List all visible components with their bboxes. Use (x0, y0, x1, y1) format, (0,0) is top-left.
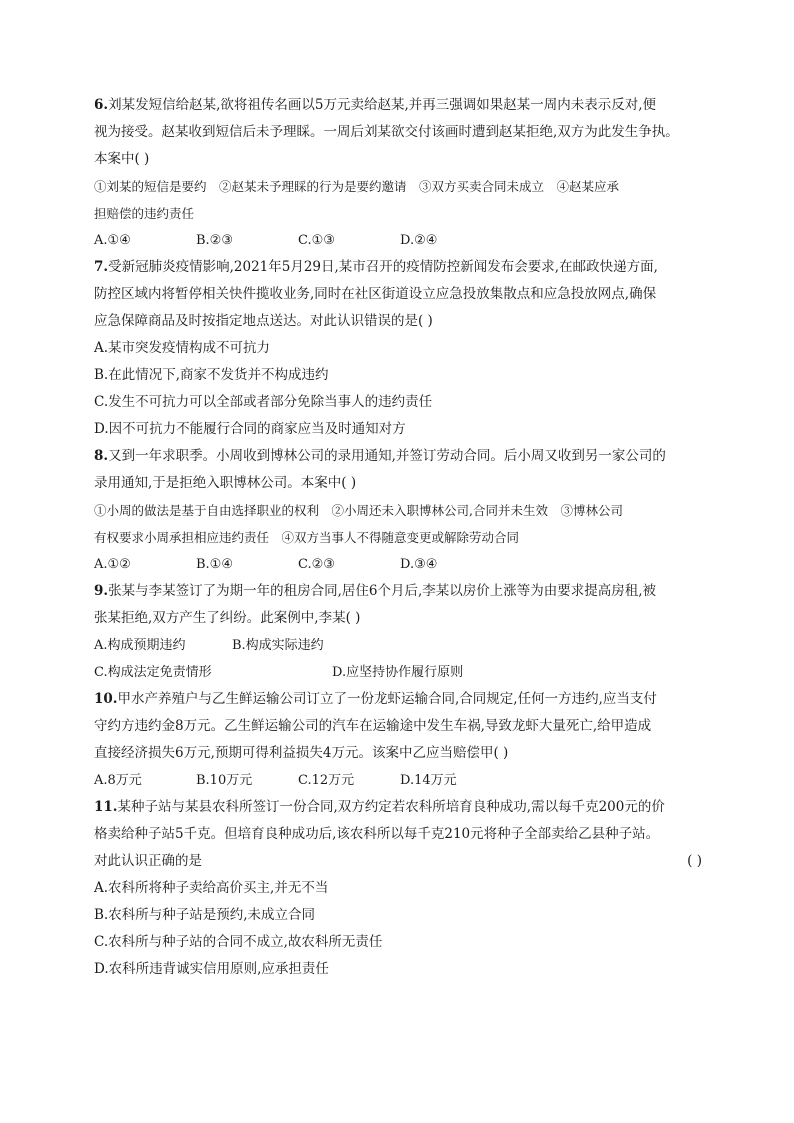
question-stem: 甲水产养殖户与乙生鲜运输公司订立了一份龙虾运输合同,合同规定,任何一方违约,应当支付 (117, 691, 657, 707)
option-a[interactable]: A.构成预期违约 (94, 638, 186, 653)
question-stem: 直接经济损失6万元,预期可得利益损失4万元。该案中乙应当赔偿甲( ) (94, 745, 509, 761)
statements: ①小周的做法是基于自由选择职业的权利 ②小周还未入职博林公司,合同并未生效 ③博林公司 (94, 503, 623, 518)
question-stem: 对此认识正确的是 (94, 853, 202, 869)
option-c[interactable]: C.①③ (298, 233, 335, 248)
option-b[interactable]: B.①④ (196, 557, 233, 572)
exam-page (94, 92, 702, 983)
option-c[interactable]: C.②③ (298, 557, 335, 572)
question-number: 7. (94, 259, 109, 275)
option-a[interactable]: A.①② (94, 557, 131, 572)
option-a[interactable]: A.8万元 (94, 773, 142, 788)
option-b[interactable]: B.在此情况下,商家不发货并不构成违约 (94, 367, 329, 383)
question-stem: 张某与李某签订了为期一年的租房合同,居住6个月后,李某以房价上涨等为由要求提高房租,被 (108, 583, 657, 599)
statements: 担赔偿的违约责任 (94, 206, 195, 221)
question-9 (94, 578, 702, 686)
option-a[interactable]: A.农科所将种子卖给高价买主,并无不当 (94, 880, 329, 896)
option-b[interactable]: B.10万元 (196, 773, 253, 788)
question-stem: 本案中( ) (94, 151, 150, 167)
option-d[interactable]: D.②④ (400, 233, 438, 248)
question-number: 8. (94, 448, 109, 464)
option-a[interactable]: A.①④ (94, 233, 131, 248)
question-stem: 视为接受。赵某收到短信后未予理睬。一周后刘某欲交付该画时遭到赵某拒绝,双方为此发生争执。 (94, 124, 679, 140)
question-stem: 又到一年求职季。小周收到博林公司的录用通知,并签订劳动合同。后小周又收到另一家公司的 (108, 448, 666, 464)
question-10 (94, 686, 702, 794)
question-stem: 刘某发短信给赵某,欲将祖传名画以5万元卖给赵某,并再三强调如果赵某一周内未表示反对,便 (108, 97, 657, 113)
question-7 (94, 254, 702, 443)
options-row (94, 659, 702, 686)
option-d[interactable]: D.14万元 (400, 773, 457, 788)
statements: ①刘某的短信是要约 ②赵某未予理睬的行为是要约邀请 ③双方买卖合同未成立 ④赵某应承 (94, 179, 620, 194)
question-11 (94, 794, 702, 983)
question-number: 10. (94, 691, 118, 707)
option-d[interactable]: D.应坚持协作履行原则 (332, 665, 464, 680)
option-c[interactable]: C.农科所与种子站的合同不成立,故农科所无责任 (94, 934, 383, 950)
option-d[interactable]: D.农科所违背诚实信用原则,应承担责任 (94, 961, 329, 977)
question-stem: 张某拒绝,双方产生了纠纷。此案例中,李某( ) (94, 610, 361, 626)
question-number: 11. (94, 799, 118, 815)
options-row (94, 632, 702, 659)
question-stem: 受新冠肺炎疫情影响,2021年5月29日,某市召开的疫情防控新闻发布会要求,在邮政快递方面, (108, 259, 658, 275)
question-8 (94, 443, 702, 578)
options-row (94, 551, 702, 578)
question-stem: 录用通知,于是拒绝入职博林公司。本案中( ) (94, 475, 357, 491)
options-row (94, 767, 702, 794)
option-a[interactable]: A.某市突发疫情构成不可抗力 (94, 340, 271, 356)
statements: 有权要求小周承担相应违约责任 ④双方当事人不得随意变更或解除劳动合同 (94, 530, 520, 545)
question-stem: 防控区域内将暂停相关快件揽收业务,同时在社区街道设立应急投放集散点和应急投放网点,确保 (94, 286, 657, 302)
option-c[interactable]: C.12万元 (298, 773, 355, 788)
question-6 (94, 92, 702, 254)
option-b[interactable]: B.②③ (196, 233, 233, 248)
question-stem: 应急保障商品及时按指定地点送达。对此认识错误的是( ) (94, 313, 433, 329)
option-b[interactable]: B.农科所与种子站是预约,未成立合同 (94, 907, 316, 923)
option-c[interactable]: C.发生不可抗力可以全部或者部分免除当事人的违约责任 (94, 394, 433, 410)
option-d[interactable]: D.③④ (400, 557, 438, 572)
question-stem: 某种子站与某县农科所签订一份合同,双方约定若农科所培育良种成功,需以每千克200元的价 (117, 799, 665, 815)
options-row (94, 227, 702, 254)
question-number: 6. (94, 97, 109, 113)
question-number: 9. (94, 583, 109, 599)
question-stem: 守约方违约金8万元。乙生鲜运输公司的汽车在运输途中发生车祸,导致龙虾大量死亡,给甲造成 (94, 718, 652, 734)
answer-blank: ( ) (687, 853, 702, 869)
question-stem: 格卖给种子站5千克。但培育良种成功后,该农科所以每千克210元将种子全部卖给乙县种子站。 (94, 826, 660, 842)
option-c[interactable]: C.构成法定免责情形 (94, 665, 212, 680)
option-b[interactable]: B.构成实际违约 (232, 638, 324, 653)
option-d[interactable]: D.因不可抗力不能履行合同的商家应当及时通知对方 (94, 421, 406, 437)
